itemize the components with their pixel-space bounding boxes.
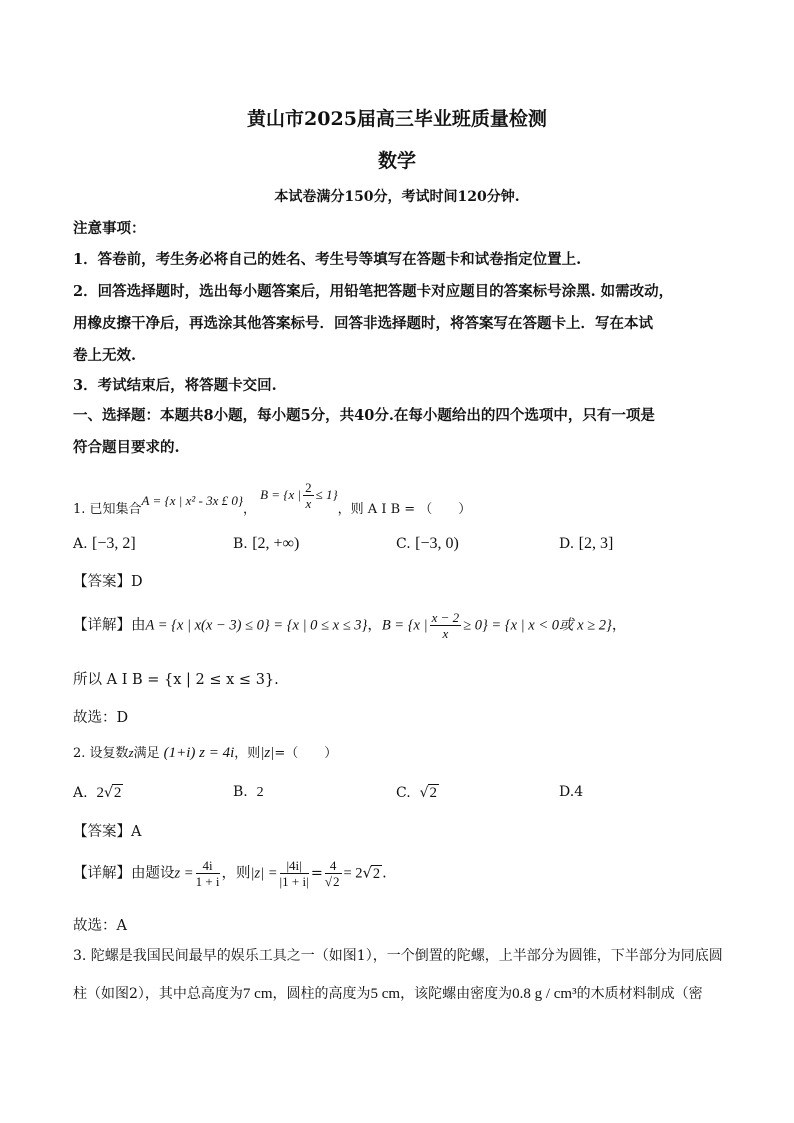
option-value: [2, 3] (578, 535, 614, 552)
detail-set-b-numerator: x − 2 (431, 610, 460, 625)
notice-item-2-line-3: 卷上无效. (73, 347, 137, 364)
stem-abs-z: |z| (260, 745, 275, 761)
question-1-choice: 故选：D (73, 710, 129, 726)
question-1-option-a[interactable] (73, 535, 136, 553)
option-label: C. (396, 536, 411, 552)
option-label: D. (559, 536, 575, 552)
option-radicand: 2 (429, 785, 437, 801)
option-label: A. (73, 536, 88, 552)
detail-abs-z: |z| = (250, 865, 278, 882)
question-1-answer: 【答案】D (73, 574, 143, 590)
notice-item-1: 1．答卷前，考生务必将自己的姓名、考生号等填写在答题卡和试卷指定位置上. (73, 251, 582, 268)
subject-title: 数学 (377, 150, 416, 172)
option-value: [−3, 2] (92, 535, 136, 552)
fraction-numerator: |4i| (280, 858, 309, 874)
question-1-comma: ， (243, 502, 257, 517)
question-2-detail: 【详解】由题设z = $\frac{4i}{1 + i}$ ，则|z| = $\frac{|4i|}{|1 + i|}$ = $\frac{4}{√2}$ = 2√2 . (73, 858, 387, 889)
detail-end: . (382, 865, 387, 882)
detail-equals: = (310, 865, 323, 882)
notice-item-2-line-1: 2．回答选择题时，选出每小题答案后，用铅笔把答题卡对应题目的答案标号涂黑. 如需改动， (73, 283, 674, 300)
fraction-denominator: |1 + i| (279, 874, 309, 889)
option-radicand: 2 (113, 785, 122, 801)
question-1-stem (73, 480, 472, 517)
density-value: 0.8 g / cm³ (512, 986, 577, 1002)
option-label: B. (233, 784, 248, 800)
fraction-radicand: 2 (333, 874, 340, 889)
question-1-option-d[interactable] (559, 535, 613, 553)
detail-end: ， (611, 617, 627, 634)
question-1-set-b-right: ≤ 1} (315, 487, 338, 502)
fraction-numerator: 4i (196, 858, 220, 874)
section-1-intro-line-1: 一、选择题：本题共8小题，每小题5分，共40分.在每小题给出的四个选项中，只有一项是 (73, 407, 655, 424)
question-1-option-c[interactable] (396, 535, 459, 553)
detail-separator: ， (367, 617, 382, 634)
question-2-stem (73, 742, 337, 762)
question-1-set-b-fraction (303, 480, 314, 511)
detail-fraction-3 (325, 858, 342, 889)
question-2-option-c[interactable]: C. √2 (396, 785, 437, 801)
detail-then: ，则 (221, 865, 251, 882)
fraction-denominator: 1 + i (195, 874, 220, 889)
detail-label: 【详解】由 (73, 617, 146, 634)
option-value: [−3, 0) (415, 535, 459, 552)
detail-result-coefficient: = 2 (343, 865, 363, 882)
question-1-conclusion: 所以 A I B = {x | 2 ≤ x ≤ 3}. (73, 672, 279, 688)
notice-heading: 注意事项： (73, 220, 146, 237)
question-1-set-b-numerator: 2 (305, 480, 312, 495)
stem-end: =（ ） (274, 746, 338, 761)
option-label: B. (233, 536, 248, 552)
option-value: 4 (574, 784, 584, 800)
notice-item-2-line-2: 用橡皮擦干净后，再选涂其他答案标号．回答非选择题时，将答案写在答题卡上．写在本试 (73, 315, 653, 332)
question-3-line-1: 3. 陀螺是我国民间最早的娱乐工具之一（如图1），一个倒置的陀螺，上半部分为圆锥，下半部分为同底圆 (73, 948, 723, 964)
total-height-value: 7 cm (242, 986, 273, 1002)
option-label: C. (396, 785, 411, 801)
stem-prefix: 2. 设复数 (73, 746, 129, 761)
question-1-set-b-left: B = {x | (260, 487, 302, 502)
question-2-option-a[interactable]: A. 2√2 (73, 785, 122, 801)
option-label: D. (559, 784, 575, 800)
option-label: A. (73, 785, 88, 801)
exam-title: 黄山市2025届高三毕业班质量检测 (247, 108, 547, 130)
line-text: ，圆柱的高度为 (272, 986, 371, 1002)
option-value: 2 (256, 785, 264, 800)
option-value: [2, +∞) (252, 535, 300, 552)
section-1-intro-line-2: 符合题目要求的. (73, 439, 180, 456)
line-text: 的木质材料制成（密 (576, 986, 703, 1002)
stem-equation: (1+i) z = 4i (163, 745, 235, 761)
detail-z: z = (174, 865, 194, 882)
question-2-choice: 故选：A (73, 918, 127, 934)
detail-label: 【详解】由题设 (73, 865, 175, 882)
question-2-option-b[interactable] (233, 784, 264, 801)
question-1-ask: ，则 A I B = （ ） (337, 502, 472, 517)
detail-set-b-denominator: x (442, 626, 449, 641)
option-coefficient: 2 (96, 785, 104, 801)
detail-set-b-left: B = {x | (381, 617, 428, 634)
line-text: 柱（如图2），其中总高度为 (73, 986, 243, 1002)
detail-fraction-1 (196, 858, 220, 889)
detail-set-b-fraction (430, 610, 462, 641)
line-text: ，该陀螺由密度为 (400, 986, 513, 1002)
stem-middle: 满足 (133, 746, 160, 761)
question-3-line-2 (73, 983, 703, 1003)
stem-then: ，则 (234, 746, 261, 761)
notice-item-3: 3．考试结束后，将答题卡交回. (73, 377, 277, 394)
fraction-denominator: √2 (324, 874, 340, 889)
exam-info: 本试卷满分150分，考试时间120分钟. (274, 189, 520, 205)
question-2-option-d[interactable] (559, 784, 583, 800)
detail-fraction-2 (280, 858, 309, 889)
question-1-detail (73, 610, 626, 641)
cylinder-height-value: 5 cm (370, 986, 401, 1002)
question-1-option-b[interactable] (233, 535, 299, 553)
detail-set-b-right: ≥ 0} = {x | x < 0或 x ≥ 2} (463, 617, 612, 634)
question-1-set-b-denominator: x (305, 496, 312, 511)
question-2-answer: 【答案】A (73, 824, 142, 840)
fraction-numerator: 4 (325, 858, 342, 874)
question-1-set-a: A = {x | x² - 3x £ 0} (141, 493, 244, 508)
detail-set-a: A = {x | x(x − 3) ≤ 0} = {x | 0 ≤ x ≤ 3} (145, 617, 368, 634)
stem-variable: z (128, 745, 134, 760)
detail-result-radicand: 2 (372, 865, 381, 882)
question-1-prefix: 1. 已知集合 (73, 502, 142, 517)
